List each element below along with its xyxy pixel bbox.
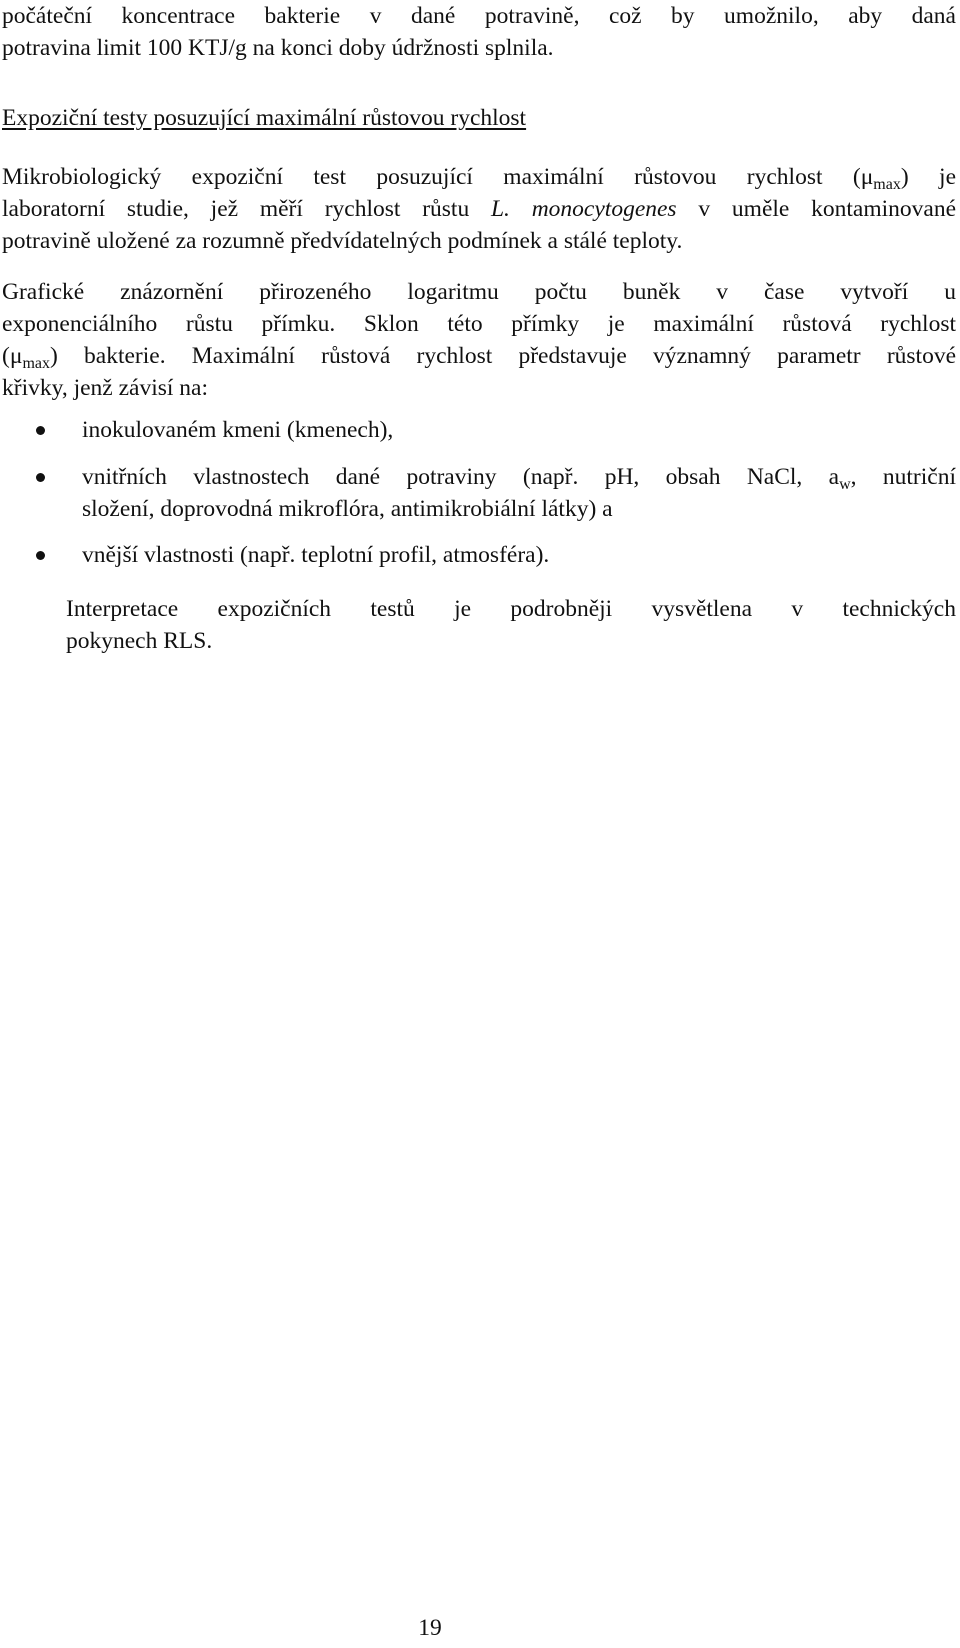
species-name: L. monocytogenes — [490, 196, 677, 222]
para2-line-2: exponenciálního růstu přímku. Sklon této přímky je maximální růstová rychlost — [2, 311, 956, 337]
bullet-item-1-text — [82, 414, 956, 446]
para3-line-1: Interpretace expozičních testů je podrobněji vysvětlena v technických — [66, 596, 956, 622]
section-heading — [2, 102, 956, 134]
mu-max-subscript-2: max — [22, 355, 50, 372]
bullet-3-line: vnější vlastnosti (např. teplotní profil, atmosféra). — [82, 542, 550, 568]
para1-line-2-text-a: laboratorní studie, jež měří rychlost růstu — [2, 196, 491, 222]
water-activity-subscript: w — [839, 476, 851, 493]
section-heading-text: Expoziční testy posuzující maximální růstovou rychlost — [2, 105, 527, 131]
paragraph-graphic-representation — [2, 276, 956, 404]
para1-line-1-text-a: Mikrobiologický expoziční test posuzující maximální růstovou rychlost (μ — [2, 164, 874, 190]
intro-paragraph — [2, 0, 956, 64]
bullet-item-3-text — [82, 539, 956, 571]
bullet-2-line-1-text-a: vnitřních vlastnostech dané potraviny (např. pH, obsah NaCl, a — [82, 464, 840, 490]
bullet-2-line-1 — [82, 461, 956, 493]
para2-line-3-text-b: ) bakterie. Maximální růstová rychlost představuje významný parametr růstové — [49, 343, 956, 369]
paragraph-growth-rate-test — [2, 161, 956, 257]
para2-line-3-text-a: (μ — [2, 343, 23, 369]
intro-line-2: potravina limit 100 KTJ/g na konci doby údržnosti splnila. — [2, 35, 554, 61]
para2-line-4: křivky, jenž závisí na: — [2, 375, 208, 401]
mu-max-subscript: max — [873, 176, 901, 193]
para1-line-1-text-b: ) je — [900, 164, 956, 190]
para3-line-2: pokynech RLS. — [66, 628, 213, 654]
bullet-2-line-2: složení, doprovodná mikroflóra, antimikrobiální látky) a — [82, 496, 613, 522]
page-number: 19 — [418, 1615, 442, 1641]
para1-line-2-text-b: v uměle kontaminované — [676, 196, 956, 222]
para1-line-1 — [2, 161, 956, 193]
bullet-1-line: inokulovaném kmeni (kmenech), — [82, 417, 394, 443]
para1-line-2 — [2, 193, 956, 225]
para1-line-3: potravině uložené za rozumně předvídatelných podmínek a stálé teploty. — [2, 228, 683, 254]
bullet-item-2-text — [82, 461, 956, 525]
paragraph-interpretation — [66, 593, 956, 657]
intro-line-1: počáteční koncentrace bakterie v dané potravině, což by umožnilo, aby daná — [2, 3, 956, 29]
para2-line-3 — [2, 340, 956, 372]
para2-line-1: Grafické znázornění přirozeného logaritmu počtu buněk v čase vytvoří u — [2, 279, 956, 305]
bullet-2-line-1-text-b: , nutriční — [850, 464, 956, 490]
bullet-icon — [36, 551, 45, 560]
bullet-icon — [36, 473, 45, 482]
bullet-icon — [36, 426, 45, 435]
